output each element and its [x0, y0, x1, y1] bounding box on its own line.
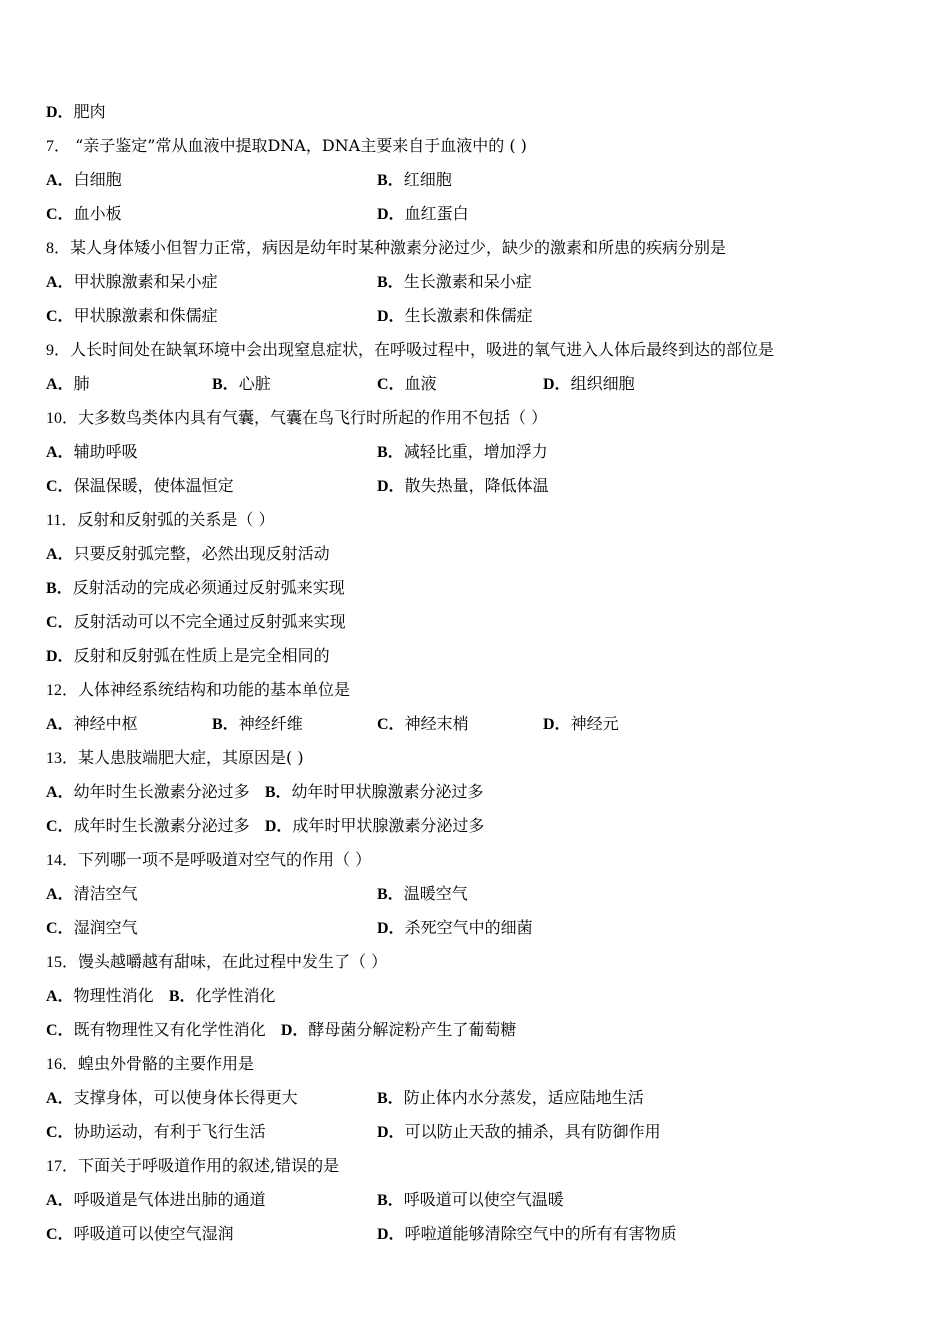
q8-option-d [377, 299, 533, 334]
option-text: 心脏 [238, 374, 271, 393]
option-label: B． [212, 376, 239, 393]
q16-option-a [46, 1081, 298, 1116]
option-text: 血小板 [73, 204, 122, 223]
question-number: 17． [46, 1158, 79, 1175]
option-label: B． [212, 716, 239, 733]
option-text: 只要反射弧完整，必然出现反射活动 [73, 544, 330, 563]
option-label: A． [46, 376, 74, 393]
option-text: 保温保暖，使体温恒定 [73, 476, 234, 495]
option-label: B． [377, 274, 404, 291]
option-label: C． [46, 614, 74, 631]
option-label: C． [377, 716, 405, 733]
option-label: A． [46, 172, 74, 189]
option-text: 湿润空气 [73, 918, 138, 937]
option-label: A． [46, 716, 74, 733]
q15-option-b [169, 986, 276, 1005]
option-label: D． [377, 478, 405, 495]
option-label: D． [46, 104, 74, 121]
option-label: B． [46, 580, 73, 597]
q15-option-c [46, 1020, 266, 1039]
option-text: 生长激素和呆小症 [403, 272, 532, 291]
q16-option-b [377, 1081, 644, 1116]
question-number: 16． [46, 1056, 79, 1073]
option-text: 成年时甲状腺激素分泌过多 [292, 816, 485, 835]
option-label: C． [46, 478, 74, 495]
q11-option-b [46, 571, 345, 605]
option-text: 反射活动的完成必须通过反射弧来实现 [72, 578, 345, 597]
option-text: 甲状腺激素和侏儒症 [73, 306, 218, 325]
q13-options-row2 [46, 809, 484, 843]
option-text: 成年时生长激素分泌过多 [73, 816, 250, 835]
q10-option-d [377, 469, 549, 504]
option-label: D． [377, 206, 405, 223]
q16-option-d [377, 1115, 661, 1150]
option-text: 物理性消化 [73, 986, 154, 1005]
option-label: B． [377, 444, 404, 461]
question-text: 下面关于呼吸道作用的叙述,错误的是 [78, 1156, 340, 1175]
question-text: 下列哪一项不是呼吸道对空气的作用（ ） [78, 850, 372, 869]
q12-stem [46, 673, 350, 707]
q13-option-a [46, 782, 250, 801]
q15-option-d [281, 1020, 517, 1039]
option-label: D． [280, 1022, 309, 1039]
q9-option-c [377, 367, 437, 402]
option-label: A． [46, 1192, 74, 1209]
option-label: B． [377, 172, 404, 189]
q11-option-a [46, 537, 330, 571]
question-number: 7． [46, 138, 71, 155]
q13-option-d [265, 816, 485, 835]
option-text: 反射活动可以不完全通过反射弧来实现 [73, 612, 346, 631]
option-label: D． [377, 308, 405, 325]
q8-option-b [377, 265, 532, 300]
q16-option-c [46, 1115, 266, 1150]
option-label: C． [46, 1226, 74, 1243]
option-label: C． [46, 308, 74, 325]
option-text: 既有物理性又有化学性消化 [73, 1020, 266, 1039]
option-label: C． [46, 920, 74, 937]
option-label: D． [543, 376, 571, 393]
q14-option-d [377, 911, 533, 946]
option-label: D． [377, 920, 405, 937]
q10-option-c [46, 469, 234, 504]
option-label: A． [46, 274, 74, 291]
q16-stem [46, 1047, 254, 1081]
q11-option-c [46, 605, 346, 639]
option-label: D． [46, 648, 74, 665]
question-text: 某人身体矮小但智力正常，病因是幼年时某种激素分泌过少，缺少的激素和所患的疾病分别是 [70, 238, 727, 257]
option-text: 化学性消化 [195, 986, 276, 1005]
option-text: 神经中枢 [73, 714, 138, 733]
option-text: 血红蛋白 [404, 204, 469, 223]
option-text: 呼吸道可以使空气温暖 [403, 1190, 564, 1209]
q8-option-a [46, 265, 218, 300]
question-number: 14． [46, 852, 79, 869]
option-label: B． [377, 1192, 404, 1209]
option-text: 呼吸道可以使空气湿润 [73, 1224, 234, 1243]
question-number: 13． [46, 750, 79, 767]
option-text: 辅助呼吸 [73, 442, 138, 461]
q7-option-c [46, 197, 122, 232]
option-text: 幼年时生长激素分泌过多 [73, 782, 250, 801]
question-text: 某人患肢端肥大症，其原因是( ) [78, 748, 304, 767]
q12-option-b [212, 707, 303, 742]
option-text: 支撑身体，可以使身体长得更大 [73, 1088, 298, 1107]
q14-stem [46, 843, 371, 877]
option-text: 可以防止天敌的捕杀，具有防御作用 [404, 1122, 661, 1141]
option-label: D． [543, 716, 571, 733]
option-label: A． [46, 1090, 74, 1107]
q14-option-b [377, 877, 468, 912]
q12-option-a [46, 707, 138, 742]
option-text: 甲状腺激素和呆小症 [73, 272, 218, 291]
option-label: B． [377, 886, 404, 903]
q10-stem [46, 401, 547, 435]
q17-option-a [46, 1183, 266, 1218]
option-text: 酵母菌分解淀粉产生了葡萄糖 [308, 1020, 517, 1039]
option-label: C． [46, 206, 74, 223]
q17-option-b [377, 1183, 564, 1218]
q6-option-d [46, 95, 106, 129]
option-text: 神经纤维 [238, 714, 303, 733]
q12-option-c [377, 707, 469, 742]
option-text: 肺 [73, 374, 90, 393]
option-text: 神经元 [570, 714, 619, 733]
option-label: A． [46, 988, 74, 1005]
q7-option-a [46, 163, 122, 198]
q7-stem [46, 129, 527, 163]
q7-option-d [377, 197, 469, 232]
question-number: 10． [46, 410, 79, 427]
q12-option-d [543, 707, 619, 742]
q15-option-a [46, 986, 154, 1005]
question-text: “亲子鉴定”常从血液中提取DNA，DNA主要来自于血液中的 ( ) [75, 136, 527, 155]
option-text: 血液 [404, 374, 437, 393]
q7-option-b [377, 163, 452, 198]
option-text: 组织细胞 [570, 374, 635, 393]
option-text: 温暖空气 [403, 884, 468, 903]
q15-stem [46, 945, 387, 979]
q17-option-c [46, 1217, 234, 1252]
question-number: 11． [46, 512, 78, 529]
option-label: C． [377, 376, 405, 393]
question-text: 人体神经系统结构和功能的基本单位是 [78, 680, 351, 699]
option-text: 白细胞 [73, 170, 122, 189]
question-number: 12． [46, 682, 79, 699]
option-text: 协助运动，有利于飞行生活 [73, 1122, 266, 1141]
option-text: 生长激素和侏儒症 [404, 306, 533, 325]
option-label: B． [168, 988, 196, 1005]
option-label: C． [46, 1022, 74, 1039]
q8-option-c [46, 299, 218, 334]
option-label: A． [46, 444, 74, 461]
q14-option-c [46, 911, 138, 946]
option-text: 杀死空气中的细菌 [404, 918, 533, 937]
option-text: 反射和反射弧在性质上是完全相同的 [73, 646, 330, 665]
q11-option-d [46, 639, 330, 673]
option-label: A． [46, 784, 74, 801]
option-text: 神经末梢 [404, 714, 469, 733]
q10-option-a [46, 435, 138, 470]
q13-stem [46, 741, 304, 775]
option-text: 清洁空气 [73, 884, 138, 903]
option-text: 散失热量，降低体温 [404, 476, 549, 495]
q15-options-row1 [46, 979, 276, 1013]
q15-options-row2 [46, 1013, 516, 1047]
q9-option-b [212, 367, 271, 402]
question-text: 人长时间处在缺氧环境中会出现窒息症状，在呼吸过程中，吸进的氧气进入人体后最终到达的部位是 [70, 340, 775, 359]
option-label: A． [46, 546, 74, 563]
question-text: 大多数鸟类体内具有气囊，气囊在鸟飞行时所起的作用不包括（ ） [78, 408, 548, 427]
question-text: 反射和反射弧的关系是（ ） [77, 510, 275, 529]
q9-stem [46, 333, 774, 367]
question-number: 15． [46, 954, 79, 971]
q9-option-a [46, 367, 90, 402]
q13-option-b [265, 782, 484, 801]
option-text: 减轻比重，增加浮力 [403, 442, 548, 461]
q10-option-b [377, 435, 548, 470]
q14-option-a [46, 877, 138, 912]
q9-option-d [543, 367, 635, 402]
option-label: C． [46, 1124, 74, 1141]
q17-stem [46, 1149, 339, 1183]
option-label: B． [377, 1090, 404, 1107]
option-label: C． [46, 818, 74, 835]
q8-stem [46, 231, 726, 265]
question-number: 8． [46, 240, 71, 257]
option-label: D． [264, 818, 293, 835]
option-text: 呼啦道能够清除空气中的所有有害物质 [404, 1224, 677, 1243]
q11-stem [46, 503, 275, 537]
option-text: 肥肉 [73, 102, 106, 121]
option-label: D． [377, 1124, 405, 1141]
option-text: 防止体内水分蒸发，适应陆地生活 [403, 1088, 644, 1107]
q13-option-c [46, 816, 250, 835]
option-text: 幼年时甲状腺激素分泌过多 [291, 782, 484, 801]
option-label: A． [46, 886, 74, 903]
question-number: 9． [46, 342, 71, 359]
option-text: 红细胞 [403, 170, 452, 189]
q13-options-row1 [46, 775, 484, 809]
option-text: 呼吸道是气体进出肺的通道 [73, 1190, 266, 1209]
question-text: 馒头越嚼越有甜味，在此过程中发生了（ ） [78, 952, 388, 971]
question-text: 蝗虫外骨骼的主要作用是 [78, 1054, 255, 1073]
q17-option-d [377, 1217, 677, 1252]
option-label: D． [377, 1226, 405, 1243]
option-label: B． [264, 784, 292, 801]
